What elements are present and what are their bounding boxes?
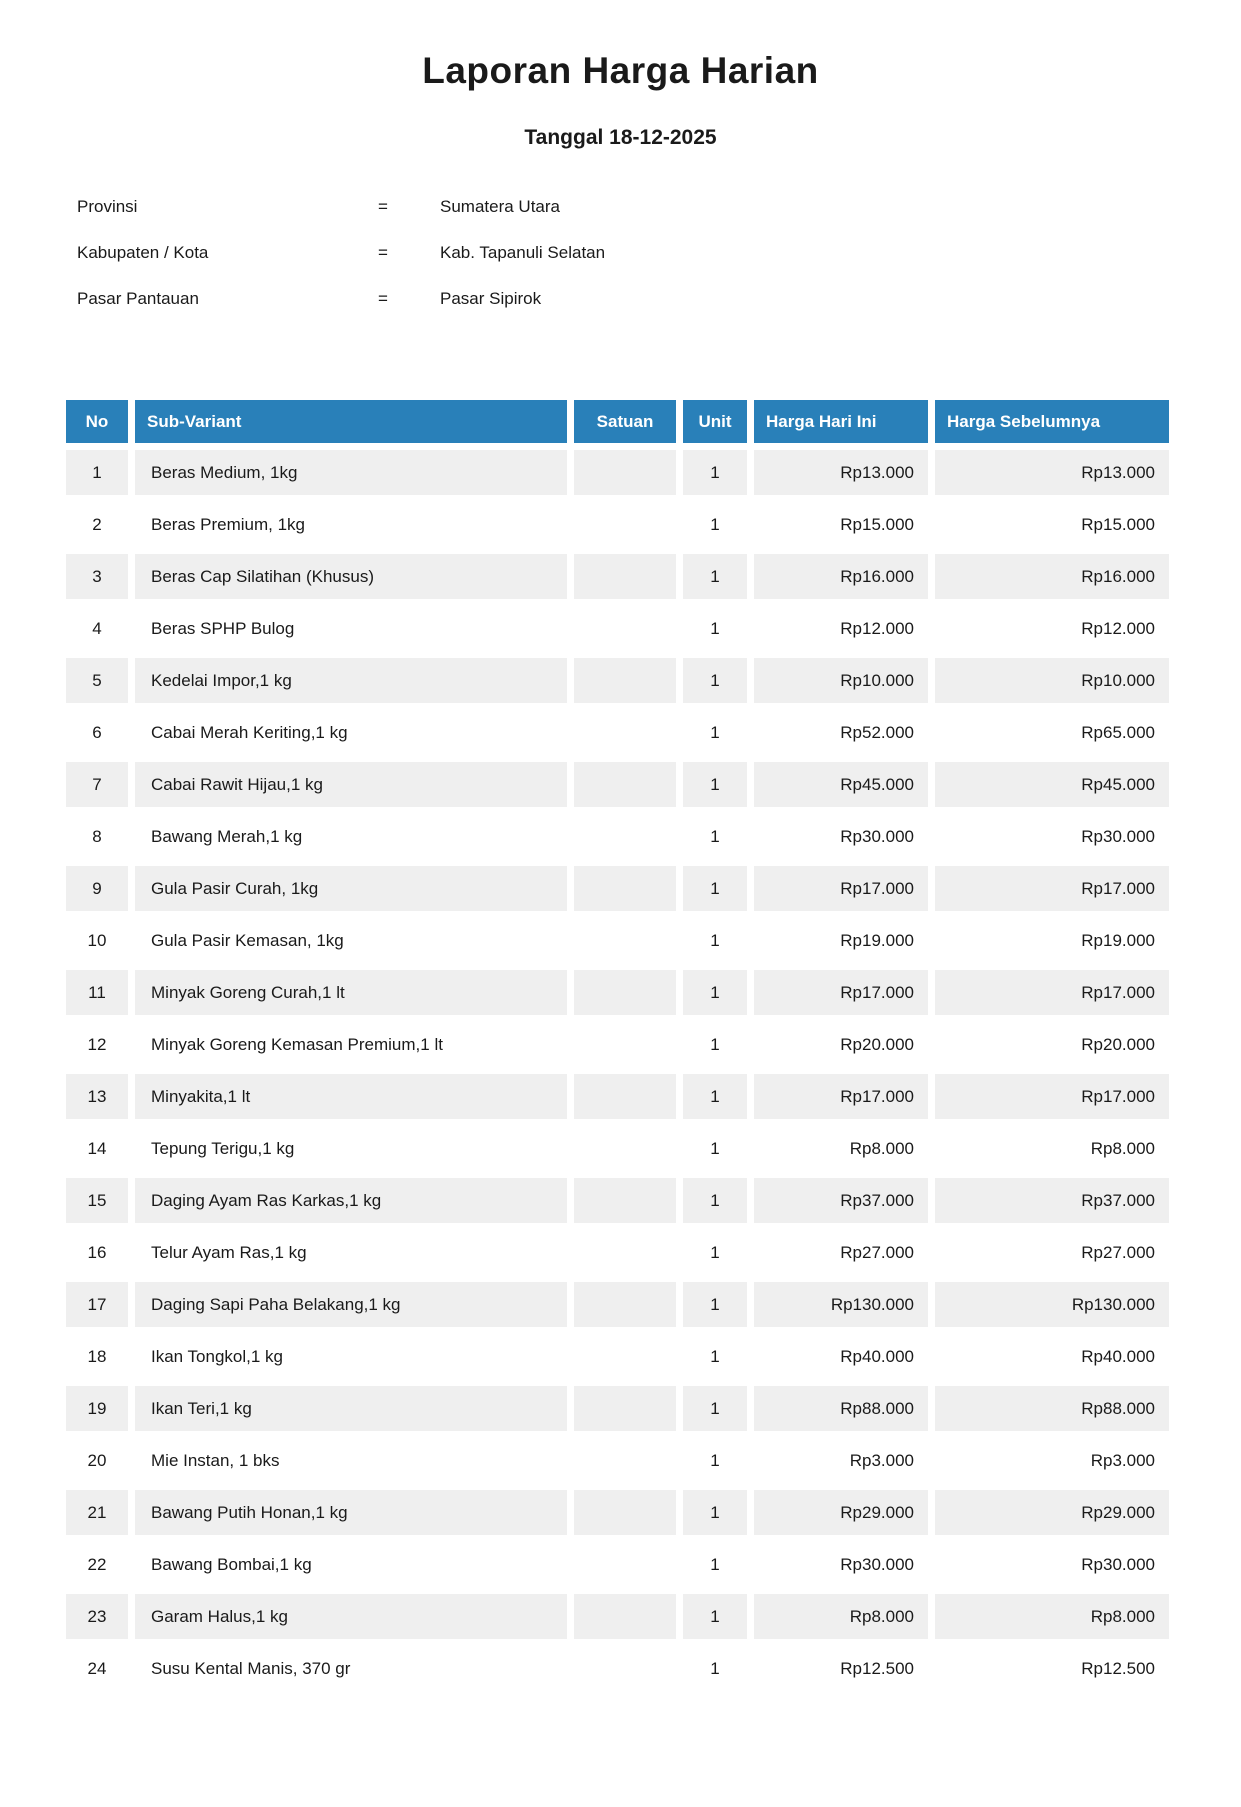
cell-unit: 1 [683,658,747,703]
column-header-unit: Unit [683,400,747,443]
cell-sub-variant: Beras Premium, 1kg [151,514,305,534]
cell-harga-hari-ini: Rp45.000 [754,762,928,807]
cell-unit: 1 [710,1346,720,1366]
cell-harga-hari-ini: Rp8.000 [754,1594,928,1639]
cell-unit: 1 [683,1594,747,1639]
cell-no: 10 [87,930,107,950]
cell-satuan [574,1022,676,1067]
cell-unit: 1 [710,618,720,638]
cell-harga-sebelumnya: Rp13.000 [935,450,1169,495]
cell-sub-variant: Bawang Bombai,1 kg [151,1554,312,1574]
cell-harga-hari-ini: Rp12.000 [840,618,914,638]
column-header-satuan: Satuan [574,400,676,443]
cell-sub-variant: Minyakita,1 lt [135,1074,567,1119]
cell-no: 3 [66,554,128,599]
cell-sub-variant: Garam Halus,1 kg [135,1594,567,1639]
cell-harga-sebelumnya: Rp88.000 [935,1386,1169,1431]
cell-harga-hari-ini: Rp30.000 [840,1554,914,1574]
table-row [66,1542,1169,1587]
cell-unit: 1 [710,514,720,534]
meta-label: Pasar Pantauan [77,289,199,308]
column-header-no: No [66,400,128,443]
cell-satuan [574,502,676,547]
cell-sub-variant: Cabai Merah Keriting,1 kg [151,722,348,742]
cell-no: 8 [92,826,102,846]
cell-harga-hari-ini: Rp27.000 [840,1242,914,1262]
cell-harga-hari-ini: Rp10.000 [754,658,928,703]
cell-no: 13 [66,1074,128,1119]
cell-satuan [574,606,676,651]
cell-sub-variant: Beras Cap Silatihan (Khusus) [135,554,567,599]
table-row [66,970,1169,1015]
cell-unit: 1 [683,554,747,599]
cell-sub-variant: Ikan Teri,1 kg [135,1386,567,1431]
price-table-header [66,400,1169,443]
cell-no: 12 [87,1034,107,1054]
cell-no: 7 [66,762,128,807]
cell-unit: 1 [683,1386,747,1431]
cell-sub-variant: Minyak Goreng Curah,1 lt [135,970,567,1015]
cell-harga-sebelumnya: Rp30.000 [1081,1554,1155,1574]
column-header-harga-hari-ini: Harga Hari Ini [754,400,928,443]
cell-unit: 1 [710,1554,720,1574]
table-row [66,918,1169,963]
cell-satuan [574,866,676,911]
cell-harga-sebelumnya: Rp29.000 [935,1490,1169,1535]
cell-no: 9 [66,866,128,911]
cell-sub-variant: Telur Ayam Ras,1 kg [151,1242,307,1262]
cell-satuan [574,1594,676,1639]
cell-no: 14 [87,1138,107,1158]
table-row [66,1334,1169,1379]
table-row [66,606,1169,651]
table-row [66,1282,1169,1327]
table-row [66,1178,1169,1223]
table-row [66,1594,1169,1639]
cell-unit: 1 [710,1242,720,1262]
cell-sub-variant: Beras Medium, 1kg [135,450,567,495]
cell-sub-variant: Cabai Rawit Hijau,1 kg [135,762,567,807]
cell-harga-sebelumnya: Rp19.000 [1081,930,1155,950]
page-title: Laporan Harga Harian [422,50,819,91]
cell-harga-hari-ini: Rp37.000 [754,1178,928,1223]
meta-label: Provinsi [77,197,138,216]
table-row [66,762,1169,807]
cell-satuan [574,1230,676,1275]
cell-satuan [574,1438,676,1483]
table-row [66,814,1169,859]
cell-no: 21 [66,1490,128,1535]
cell-harga-sebelumnya: Rp40.000 [1081,1346,1155,1366]
table-row [66,866,1169,911]
cell-satuan [574,1178,676,1223]
meta-value: Pasar Sipirok [440,289,542,308]
cell-unit: 1 [683,1178,747,1223]
cell-harga-hari-ini: Rp88.000 [754,1386,928,1431]
cell-unit: 1 [683,970,747,1015]
cell-harga-hari-ini: Rp16.000 [754,554,928,599]
cell-satuan [574,1126,676,1171]
price-table-body [66,450,1169,1691]
cell-sub-variant: Mie Instan, 1 bks [151,1450,280,1470]
cell-harga-hari-ini: Rp130.000 [754,1282,928,1327]
cell-unit: 1 [710,1658,720,1678]
cell-no: 15 [66,1178,128,1223]
cell-harga-hari-ini: Rp30.000 [840,826,914,846]
cell-harga-sebelumnya: Rp8.000 [1090,1138,1155,1158]
cell-unit: 1 [710,1138,720,1158]
table-row [66,502,1169,547]
cell-harga-hari-ini: Rp17.000 [754,1074,928,1119]
cell-satuan [574,814,676,859]
cell-satuan [574,1074,676,1119]
column-header-harga-sebelumnya: Harga Sebelumnya [935,400,1169,443]
cell-harga-hari-ini: Rp8.000 [849,1138,914,1158]
meta-value: Sumatera Utara [440,197,560,216]
table-row [66,1230,1169,1275]
meta-equals-sign: = [378,243,388,262]
cell-harga-sebelumnya: Rp15.000 [1081,514,1155,534]
cell-unit: 1 [710,1034,720,1054]
cell-harga-sebelumnya: Rp17.000 [935,866,1169,911]
cell-no: 11 [66,970,128,1015]
table-row [66,1074,1169,1119]
cell-no: 1 [66,450,128,495]
cell-harga-hari-ini: Rp12.500 [840,1658,914,1678]
cell-unit: 1 [710,930,720,950]
cell-harga-sebelumnya: Rp12.000 [1081,618,1155,638]
cell-no: 18 [87,1346,107,1366]
cell-sub-variant: Daging Sapi Paha Belakang,1 kg [135,1282,567,1327]
table-row [66,658,1169,703]
table-row [66,1646,1169,1691]
meta-equals-sign: = [378,197,388,216]
table-row [66,1386,1169,1431]
cell-satuan [574,762,676,807]
meta-label: Kabupaten / Kota [77,243,209,262]
cell-no: 16 [87,1242,107,1262]
cell-harga-sebelumnya: Rp37.000 [935,1178,1169,1223]
cell-no: 2 [92,514,102,534]
cell-satuan [574,1386,676,1431]
cell-no: 22 [87,1554,107,1574]
cell-harga-hari-ini: Rp15.000 [840,514,914,534]
daily-price-report-page [0,52,1241,1807]
cell-harga-sebelumnya: Rp12.500 [1081,1658,1155,1678]
table-row [66,1022,1169,1067]
cell-sub-variant: Minyak Goreng Kemasan Premium,1 lt [151,1034,443,1054]
column-header-sub-variant: Sub-Variant [135,400,567,443]
cell-harga-sebelumnya: Rp8.000 [935,1594,1169,1639]
cell-unit: 1 [683,1074,747,1119]
report-date: Tanggal 18-12-2025 [524,126,717,149]
table-row [66,1438,1169,1483]
cell-no: 17 [66,1282,128,1327]
cell-unit: 1 [683,1282,747,1327]
cell-no: 24 [87,1658,107,1678]
cell-satuan [574,450,676,495]
cell-sub-variant: Gula Pasir Curah, 1kg [135,866,567,911]
cell-harga-sebelumnya: Rp17.000 [935,970,1169,1015]
cell-unit: 1 [683,762,747,807]
cell-unit: 1 [683,866,747,911]
cell-harga-sebelumnya: Rp17.000 [935,1074,1169,1119]
table-row [66,1126,1169,1171]
cell-harga-sebelumnya: Rp65.000 [1081,722,1155,742]
cell-satuan [574,1490,676,1535]
cell-sub-variant: Gula Pasir Kemasan, 1kg [151,930,344,950]
cell-harga-hari-ini: Rp40.000 [840,1346,914,1366]
cell-harga-sebelumnya: Rp45.000 [935,762,1169,807]
cell-harga-hari-ini: Rp29.000 [754,1490,928,1535]
report-meta-section [77,198,1241,308]
cell-sub-variant: Tepung Terigu,1 kg [151,1138,295,1158]
cell-sub-variant: Daging Ayam Ras Karkas,1 kg [135,1178,567,1223]
table-row [66,710,1169,755]
cell-harga-sebelumnya: Rp3.000 [1090,1450,1155,1470]
cell-sub-variant: Susu Kental Manis, 370 gr [151,1658,351,1678]
meta-equals-sign: = [378,289,388,308]
table-row [66,450,1169,495]
price-table [59,393,1176,1698]
cell-unit: 1 [710,722,720,742]
cell-harga-sebelumnya: Rp10.000 [935,658,1169,703]
cell-satuan [574,554,676,599]
cell-harga-hari-ini: Rp52.000 [840,722,914,742]
cell-satuan [574,970,676,1015]
cell-satuan [574,1646,676,1691]
cell-harga-sebelumnya: Rp20.000 [1081,1034,1155,1054]
cell-harga-hari-ini: Rp17.000 [754,970,928,1015]
cell-sub-variant: Beras SPHP Bulog [151,618,295,638]
table-row [66,1490,1169,1535]
cell-harga-hari-ini: Rp3.000 [849,1450,914,1470]
cell-satuan [574,710,676,755]
cell-harga-sebelumnya: Rp30.000 [1081,826,1155,846]
cell-no: 19 [66,1386,128,1431]
cell-satuan [574,658,676,703]
cell-unit: 1 [710,1450,720,1470]
cell-harga-sebelumnya: Rp16.000 [935,554,1169,599]
cell-no: 4 [92,618,102,638]
cell-sub-variant: Ikan Tongkol,1 kg [151,1346,283,1366]
table-row [66,554,1169,599]
cell-no: 5 [66,658,128,703]
cell-satuan [574,1542,676,1587]
cell-sub-variant: Bawang Merah,1 kg [151,826,303,846]
cell-unit: 1 [683,1490,747,1535]
cell-harga-hari-ini: Rp17.000 [754,866,928,911]
cell-unit: 1 [710,826,720,846]
cell-harga-sebelumnya: Rp27.000 [1081,1242,1155,1262]
cell-satuan [574,1334,676,1379]
cell-harga-hari-ini: Rp19.000 [840,930,914,950]
cell-sub-variant: Bawang Putih Honan,1 kg [135,1490,567,1535]
cell-harga-hari-ini: Rp13.000 [754,450,928,495]
cell-satuan [574,918,676,963]
cell-harga-hari-ini: Rp20.000 [840,1034,914,1054]
cell-harga-sebelumnya: Rp130.000 [935,1282,1169,1327]
meta-value: Kab. Tapanuli Selatan [440,243,606,262]
cell-satuan [574,1282,676,1327]
cell-no: 20 [87,1450,107,1470]
cell-unit: 1 [683,450,747,495]
cell-sub-variant: Kedelai Impor,1 kg [135,658,567,703]
cell-no: 23 [66,1594,128,1639]
cell-no: 6 [92,722,102,742]
